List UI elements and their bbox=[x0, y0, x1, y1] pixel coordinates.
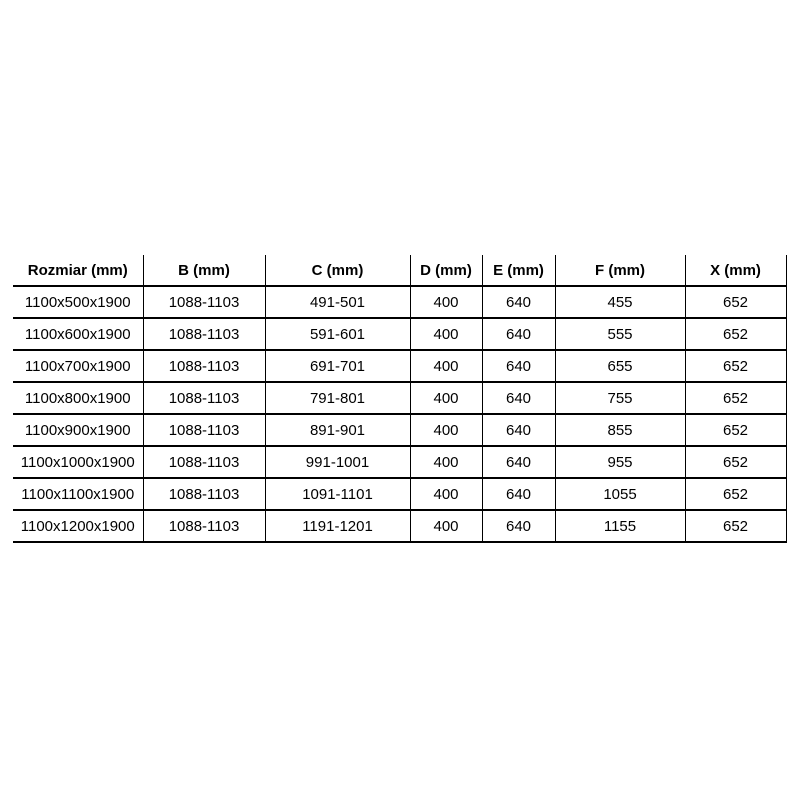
table-cell: 400 bbox=[410, 510, 482, 542]
table-cell: 400 bbox=[410, 446, 482, 478]
dimensions-table-body bbox=[13, 286, 786, 542]
table-cell: 855 bbox=[555, 414, 685, 446]
table-cell: 652 bbox=[685, 446, 786, 478]
header-cell: B (mm) bbox=[143, 255, 265, 286]
table-cell: 1100x800x1900 bbox=[13, 382, 143, 414]
table-row bbox=[13, 446, 786, 478]
table-cell: 1155 bbox=[555, 510, 685, 542]
table-cell: 400 bbox=[410, 350, 482, 382]
header-cell: D (mm) bbox=[410, 255, 482, 286]
table-cell: 1091-1101 bbox=[265, 478, 410, 510]
table-cell: 755 bbox=[555, 382, 685, 414]
table-cell: 640 bbox=[482, 382, 555, 414]
header-row bbox=[13, 255, 786, 286]
table-cell: 1100x1000x1900 bbox=[13, 446, 143, 478]
dimensions-table-container bbox=[13, 255, 787, 543]
table-cell: 1088-1103 bbox=[143, 318, 265, 350]
table-cell: 652 bbox=[685, 286, 786, 318]
table-cell: 400 bbox=[410, 382, 482, 414]
table-cell: 1088-1103 bbox=[143, 414, 265, 446]
header-cell: X (mm) bbox=[685, 255, 786, 286]
table-cell: 655 bbox=[555, 350, 685, 382]
table-cell: 1100x500x1900 bbox=[13, 286, 143, 318]
table-cell: 1191-1201 bbox=[265, 510, 410, 542]
table-cell: 1088-1103 bbox=[143, 382, 265, 414]
table-cell: 640 bbox=[482, 446, 555, 478]
table-cell: 640 bbox=[482, 478, 555, 510]
header-cell: C (mm) bbox=[265, 255, 410, 286]
table-cell: 455 bbox=[555, 286, 685, 318]
table-cell: 400 bbox=[410, 478, 482, 510]
table-cell: 991-1001 bbox=[265, 446, 410, 478]
table-row bbox=[13, 382, 786, 414]
table-cell: 652 bbox=[685, 318, 786, 350]
table-cell: 791-801 bbox=[265, 382, 410, 414]
table-cell: 1088-1103 bbox=[143, 478, 265, 510]
table-row bbox=[13, 510, 786, 542]
table-cell: 1100x600x1900 bbox=[13, 318, 143, 350]
table-cell: 400 bbox=[410, 318, 482, 350]
header-cell: F (mm) bbox=[555, 255, 685, 286]
dimensions-table bbox=[13, 255, 787, 543]
table-cell: 652 bbox=[685, 478, 786, 510]
table-row bbox=[13, 286, 786, 318]
header-cell: Rozmiar (mm) bbox=[13, 255, 143, 286]
table-cell: 891-901 bbox=[265, 414, 410, 446]
table-cell: 1088-1103 bbox=[143, 510, 265, 542]
table-cell: 555 bbox=[555, 318, 685, 350]
table-cell: 400 bbox=[410, 286, 482, 318]
table-row bbox=[13, 318, 786, 350]
table-cell: 691-701 bbox=[265, 350, 410, 382]
table-cell: 652 bbox=[685, 350, 786, 382]
table-row bbox=[13, 350, 786, 382]
table-cell: 1100x1200x1900 bbox=[13, 510, 143, 542]
table-cell: 591-601 bbox=[265, 318, 410, 350]
table-cell: 640 bbox=[482, 350, 555, 382]
table-cell: 1088-1103 bbox=[143, 350, 265, 382]
table-cell: 955 bbox=[555, 446, 685, 478]
table-cell: 640 bbox=[482, 318, 555, 350]
table-cell: 640 bbox=[482, 286, 555, 318]
header-cell: E (mm) bbox=[482, 255, 555, 286]
table-cell: 1100x900x1900 bbox=[13, 414, 143, 446]
table-cell: 400 bbox=[410, 414, 482, 446]
table-cell: 652 bbox=[685, 414, 786, 446]
table-cell: 1100x1100x1900 bbox=[13, 478, 143, 510]
table-cell: 640 bbox=[482, 414, 555, 446]
table-cell: 652 bbox=[685, 510, 786, 542]
table-row bbox=[13, 478, 786, 510]
table-cell: 1100x700x1900 bbox=[13, 350, 143, 382]
dimensions-table-header bbox=[13, 255, 786, 286]
table-cell: 652 bbox=[685, 382, 786, 414]
table-cell: 1055 bbox=[555, 478, 685, 510]
table-row bbox=[13, 414, 786, 446]
table-cell: 1088-1103 bbox=[143, 286, 265, 318]
table-cell: 491-501 bbox=[265, 286, 410, 318]
table-cell: 640 bbox=[482, 510, 555, 542]
table-cell: 1088-1103 bbox=[143, 446, 265, 478]
